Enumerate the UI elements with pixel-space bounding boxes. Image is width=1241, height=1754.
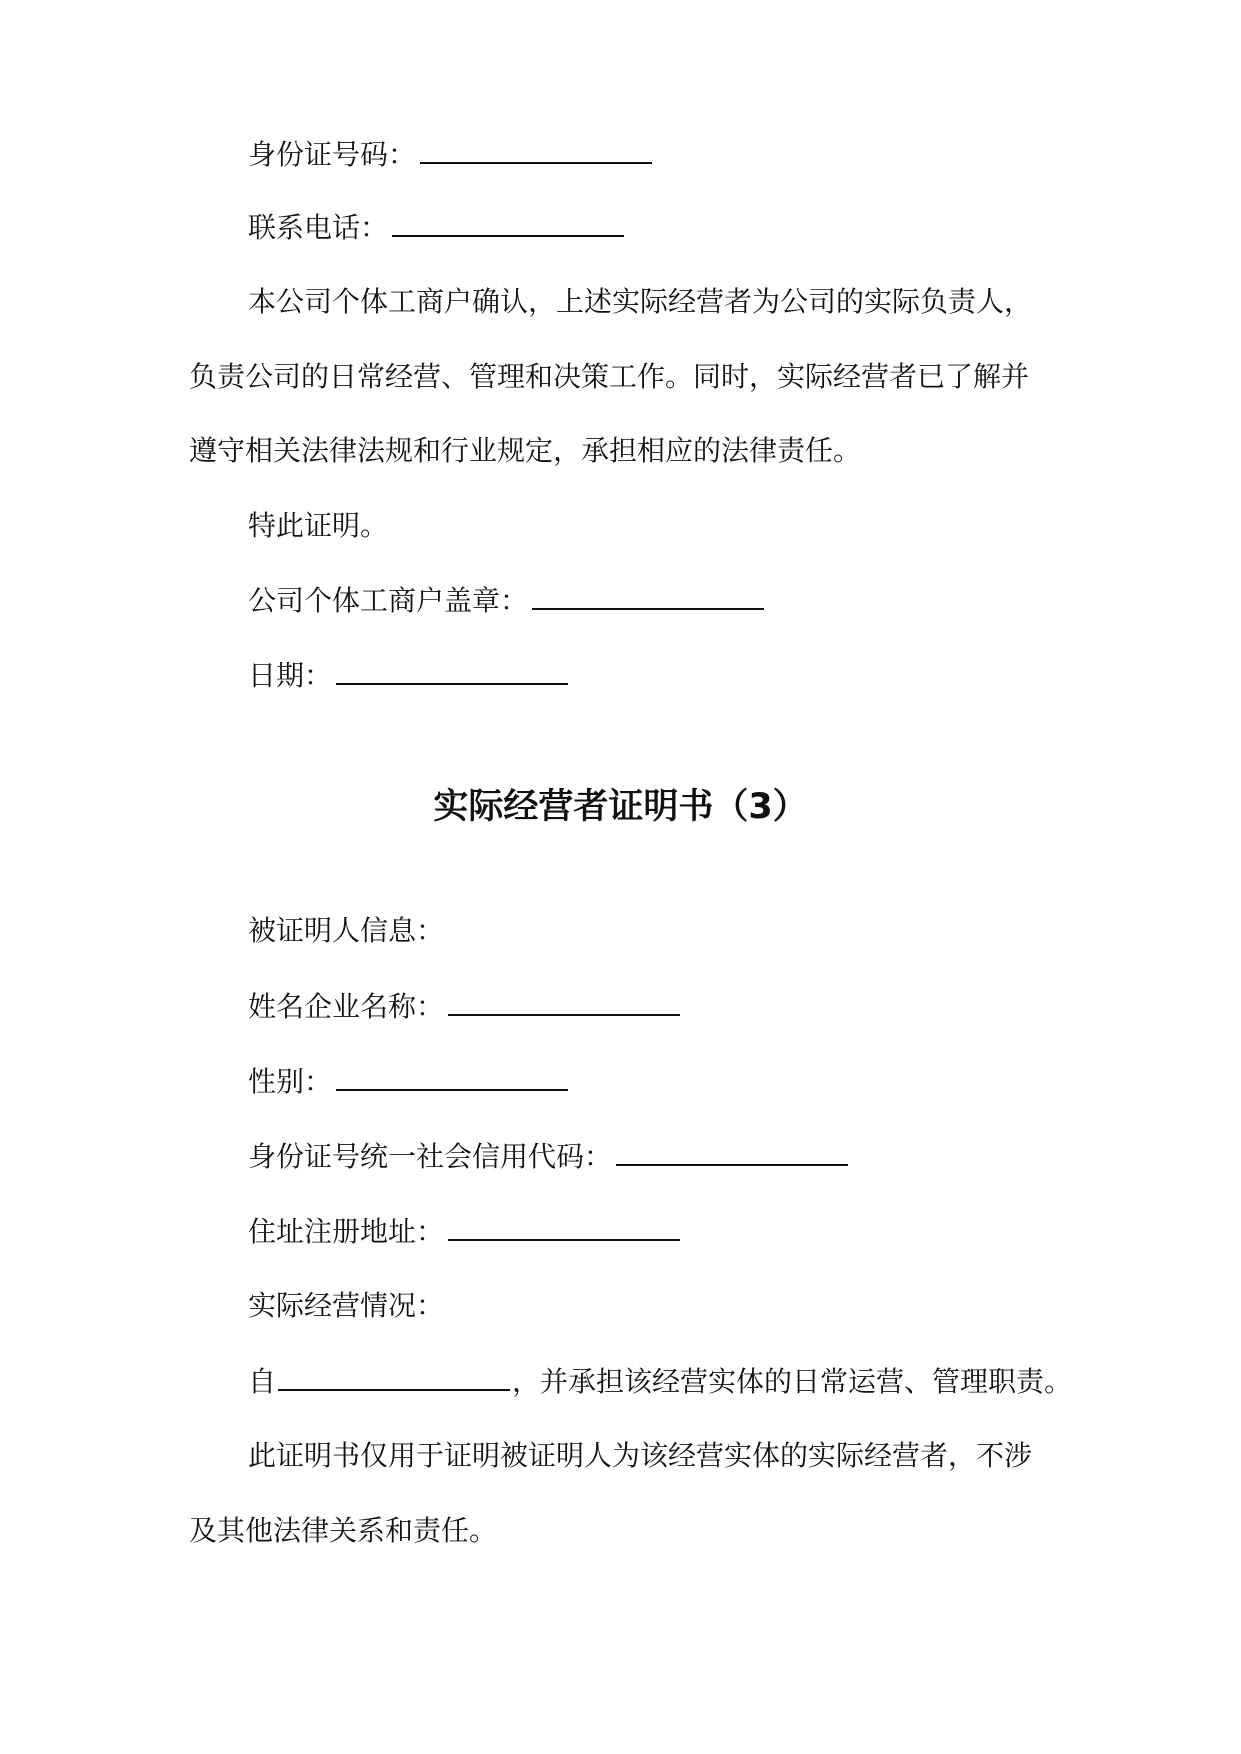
id-number-line xyxy=(0,136,1241,173)
id-code-blank[interactable] xyxy=(616,1138,848,1166)
phone-label: 联系电话： xyxy=(248,211,389,244)
purpose-line2: 及其他法律关系和责任。 xyxy=(189,1514,498,1547)
confirm-para-line3: 遵守相关法律法规和行业规定，承担相应的法律责任。 xyxy=(189,434,862,467)
since-line xyxy=(0,1363,1241,1400)
gender-blank[interactable] xyxy=(336,1063,568,1091)
phone-line xyxy=(0,209,1241,246)
section3-title: 实际经营者证明书（3） xyxy=(433,787,808,827)
since-suffix: ，并承担该经营实体的日常运营、管理职责。 xyxy=(512,1365,1073,1398)
id-number-label: 身份证号码： xyxy=(248,138,417,171)
seal-label: 公司个体工商户盖章： xyxy=(248,584,529,617)
address-label: 住址注册地址： xyxy=(248,1215,445,1248)
id-code-label: 身份证号统一社会信用代码： xyxy=(248,1140,613,1173)
since-prefix: 自 xyxy=(248,1365,277,1398)
purpose-line1: 此证明书仅用于证明被证明人为该经营实体的实际经营者，不涉 xyxy=(248,1439,1033,1472)
confirm-para-line1: 本公司个体工商户确认，上述实际经营者为公司的实际负责人， xyxy=(248,285,1033,318)
operation-label: 实际经营情况： xyxy=(248,1289,445,1322)
seal-line xyxy=(0,582,1241,619)
date-blank[interactable] xyxy=(336,657,568,685)
date-label: 日期： xyxy=(248,659,333,692)
gender-label: 性别： xyxy=(248,1065,333,1098)
hereby-text: 特此证明。 xyxy=(248,509,389,542)
name-line xyxy=(0,988,1241,1025)
name-label: 姓名企业名称： xyxy=(248,990,445,1023)
subject-info-label: 被证明人信息： xyxy=(248,914,445,947)
address-line xyxy=(0,1213,1241,1250)
phone-blank[interactable] xyxy=(392,209,624,237)
date-line xyxy=(0,657,1241,694)
seal-blank[interactable] xyxy=(532,582,764,610)
confirm-para-line2: 负责公司的日常经营、管理和决策工作。同时，实际经营者已了解并 xyxy=(189,360,1030,393)
since-blank[interactable] xyxy=(278,1363,510,1391)
address-blank[interactable] xyxy=(448,1213,680,1241)
name-blank[interactable] xyxy=(448,988,680,1016)
gender-line xyxy=(0,1063,1241,1100)
id-code-line xyxy=(0,1138,1241,1175)
id-number-blank[interactable] xyxy=(420,136,652,164)
